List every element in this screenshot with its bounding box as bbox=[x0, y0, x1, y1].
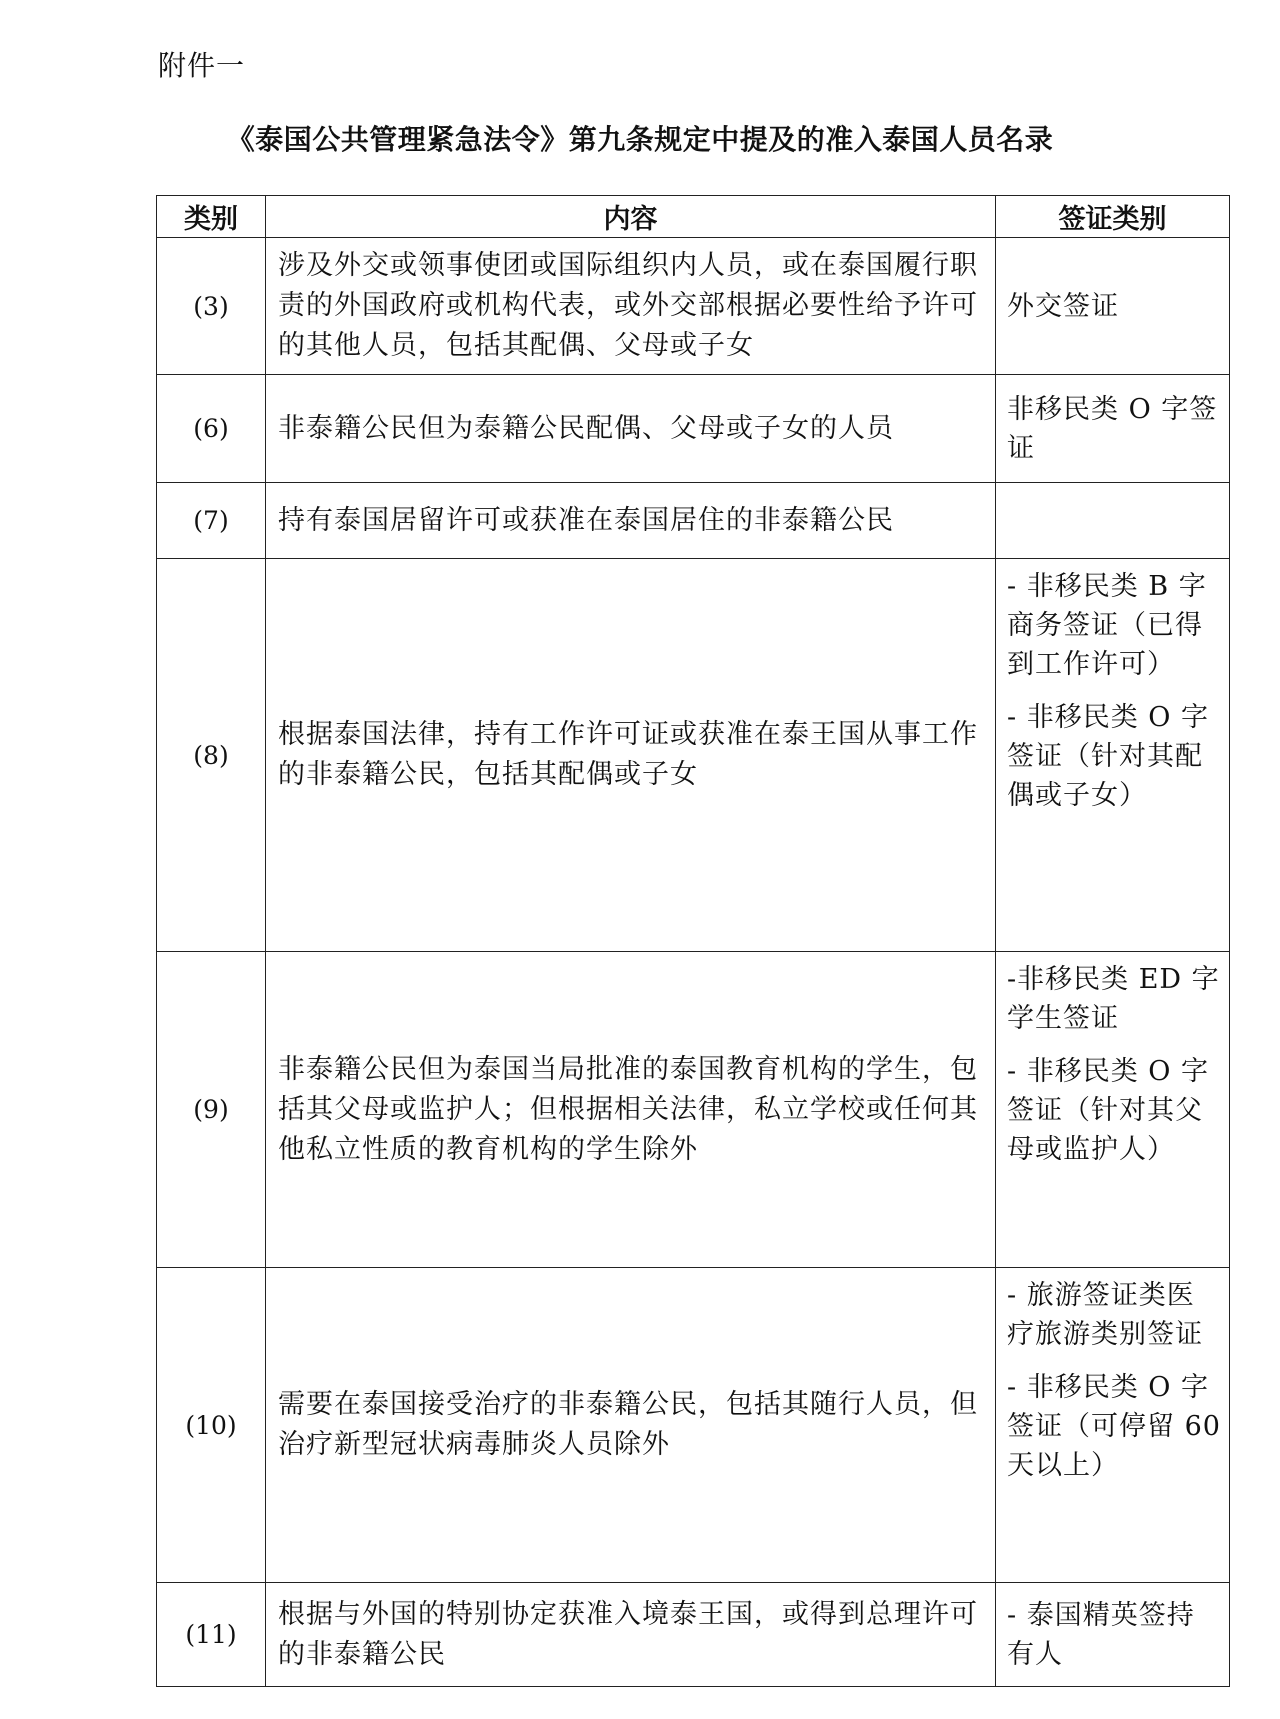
row-visa-type bbox=[996, 238, 1230, 375]
visa-item: - 非移民类 O 字签证（可停留 60 天以上） bbox=[1007, 1372, 1221, 1481]
attachment-label: 附件一 bbox=[158, 49, 246, 82]
column-header-category: 类别 bbox=[157, 196, 266, 238]
visa-item: 外交签证 bbox=[1007, 290, 1119, 322]
document-title: 《泰国公共管理紧急法令》第九条规定中提及的准入泰国人员名录 bbox=[226, 123, 1054, 156]
row-category: (6) bbox=[157, 375, 266, 483]
row-content: 涉及外交或领事使团或国际组织内人员，或在泰国履行职责的外国政府或机构代表，或外交部根据必要性给予许可的其他人员，包括其配偶、父母或子女 bbox=[266, 238, 996, 375]
visa-item: 非移民类 O 字签证 bbox=[1007, 393, 1218, 464]
table-row bbox=[157, 238, 1230, 375]
row-content: 非泰籍公民但为泰国当局批准的泰国教育机构的学生，包括其父母或监护人；但根据相关法律，私立学校或任何其他私立性质的教育机构的学生除外 bbox=[266, 952, 996, 1268]
row-visa-type bbox=[996, 1583, 1230, 1687]
row-content: 持有泰国居留许可或获准在泰国居住的非泰籍公民 bbox=[266, 483, 996, 559]
row-category: (11) bbox=[157, 1583, 266, 1687]
visa-item: - 泰国精英签持有人 bbox=[1007, 1599, 1195, 1670]
row-content: 需要在泰国接受治疗的非泰籍公民，包括其随行人员，但治疗新型冠状病毒肺炎人员除外 bbox=[266, 1268, 996, 1583]
admission-table bbox=[156, 195, 1230, 1687]
table-row bbox=[157, 1268, 1230, 1583]
row-category: (7) bbox=[157, 483, 266, 559]
visa-item: - 非移民类 B 字商务签证（已得到工作许可） bbox=[1007, 571, 1207, 680]
row-category: (8) bbox=[157, 559, 266, 952]
row-category: (9) bbox=[157, 952, 266, 1268]
table-row bbox=[157, 559, 1230, 952]
row-content: 非泰籍公民但为泰籍公民配偶、父母或子女的人员 bbox=[266, 375, 996, 483]
table-row bbox=[157, 375, 1230, 483]
row-content: 根据泰国法律，持有工作许可证或获准在泰王国从事工作的非泰籍公民，包括其配偶或子女 bbox=[266, 559, 996, 952]
visa-item: - 旅游签证类医疗旅游类别签证 bbox=[1007, 1280, 1203, 1350]
column-header-content: 内容 bbox=[266, 196, 996, 238]
row-visa-type bbox=[996, 1268, 1230, 1583]
row-category: (3) bbox=[157, 238, 266, 375]
column-header-visa-type: 签证类别 bbox=[996, 196, 1230, 238]
row-visa-type bbox=[996, 559, 1230, 952]
visa-item: - 非移民类 O 字签证（针对其配偶或子女） bbox=[1007, 702, 1210, 811]
table-row bbox=[157, 1583, 1230, 1687]
row-visa-type bbox=[996, 375, 1230, 483]
row-category: (10) bbox=[157, 1268, 266, 1583]
visa-item: - 非移民类 O 字签证（针对其父母或监护人） bbox=[1007, 1056, 1210, 1165]
row-content: 根据与外国的特别协定获准入境泰王国，或得到总理许可的非泰籍公民 bbox=[266, 1583, 996, 1687]
row-visa-type bbox=[996, 483, 1230, 559]
table-row bbox=[157, 483, 1230, 559]
table-row bbox=[157, 952, 1230, 1268]
visa-item: -非移民类 ED 字学生签证 bbox=[1007, 964, 1220, 1034]
row-visa-type bbox=[996, 952, 1230, 1268]
table-header-row bbox=[157, 196, 1230, 238]
